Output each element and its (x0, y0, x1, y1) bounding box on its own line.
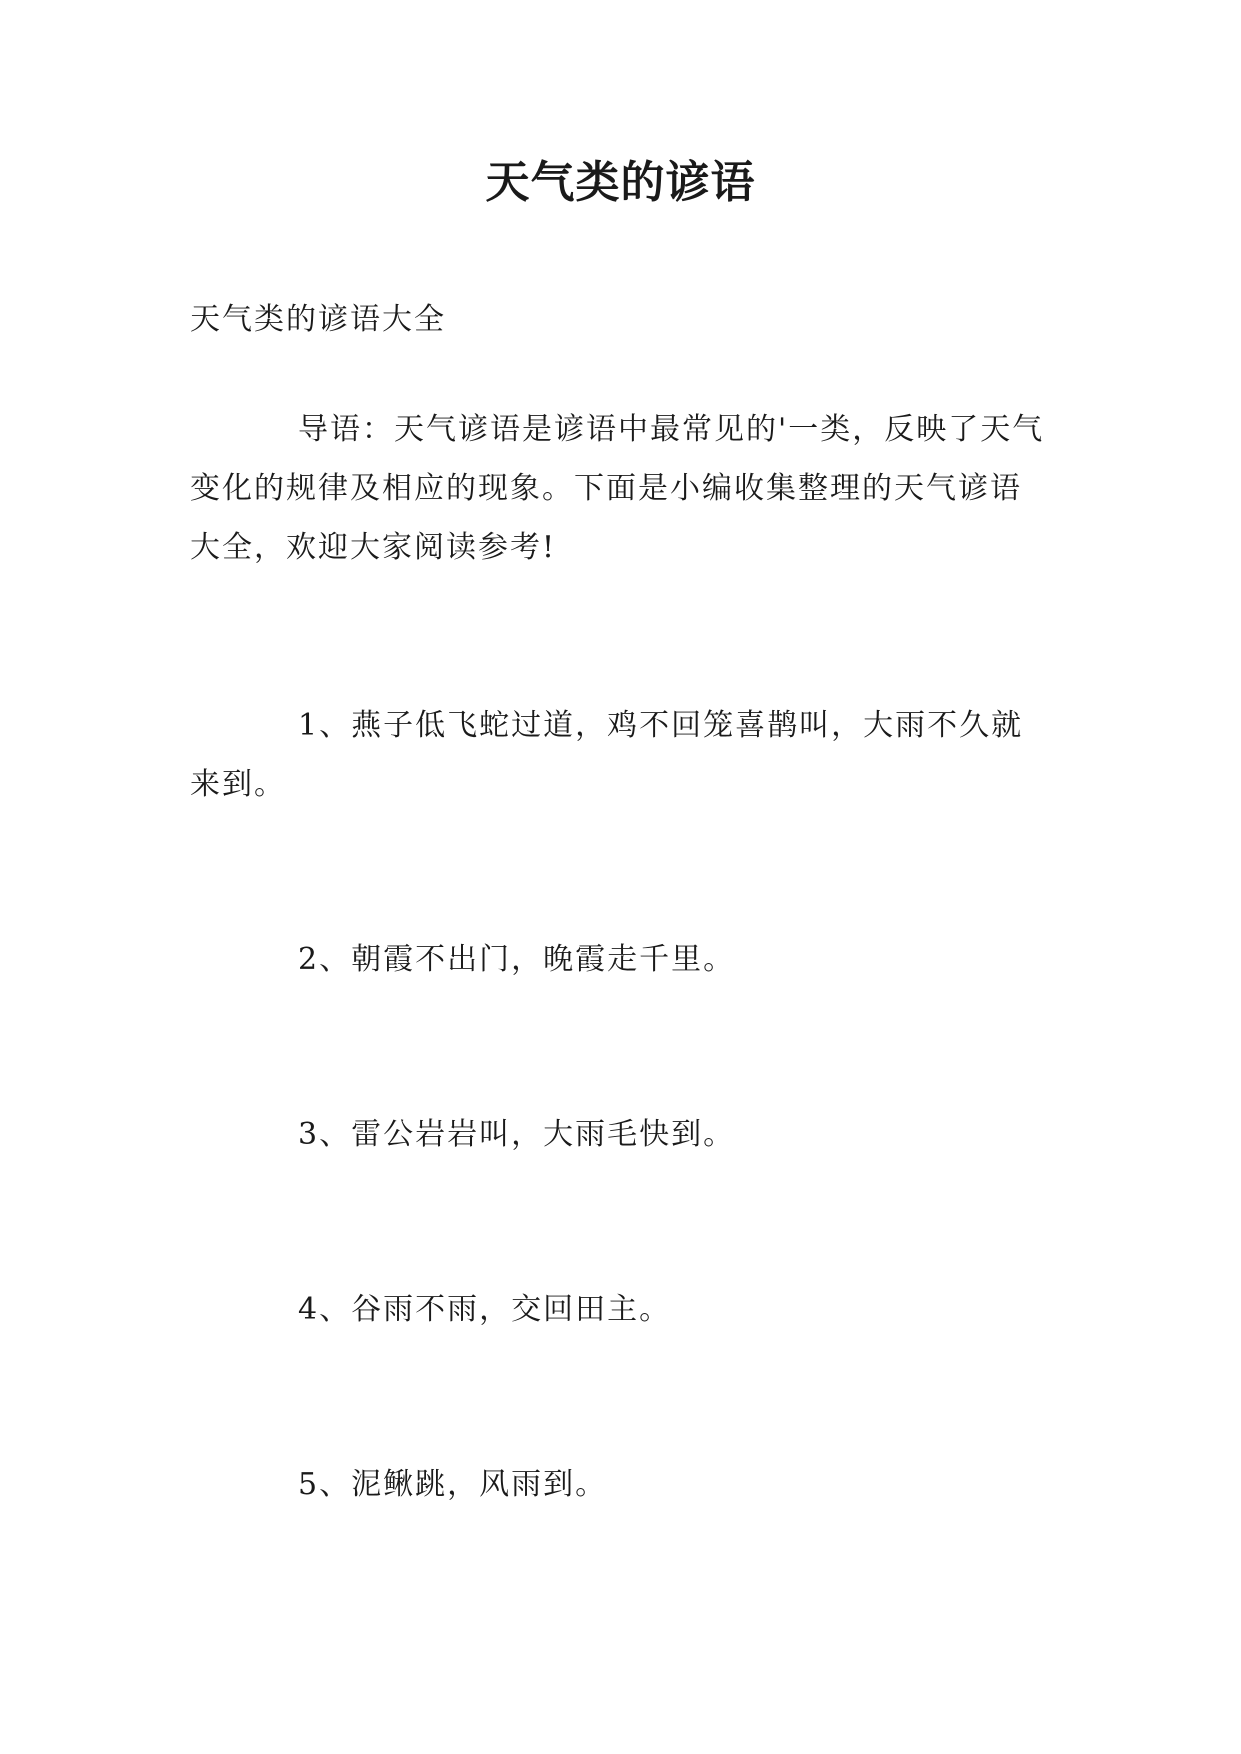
proverb-item-2: 2、朝霞不出门，晚霞走千里。 (298, 942, 736, 977)
document-subtitle: 天气类的谚语大全 (190, 302, 446, 337)
proverb-item-1: 1、燕子低飞蛇过道，鸡不回笼喜鹊叫，大雨不久就来到。 (190, 708, 1024, 802)
intro-paragraph: 导语：天气谚语是谚语中最常见的'一类，反映了天气变化的规律及相应的现象。下面是小编收集整理的天气谚语大全，欢迎大家阅读参考! (190, 412, 1045, 565)
proverb-item-5: 5、泥鳅跳，风雨到。 (298, 1467, 608, 1502)
document-title: 天气类的谚语 (485, 157, 756, 208)
proverb-item-3: 3、雷公岩岩叫，大雨毛快到。 (298, 1117, 736, 1152)
proverb-item-4: 4、谷雨不雨，交回田主。 (298, 1292, 672, 1327)
